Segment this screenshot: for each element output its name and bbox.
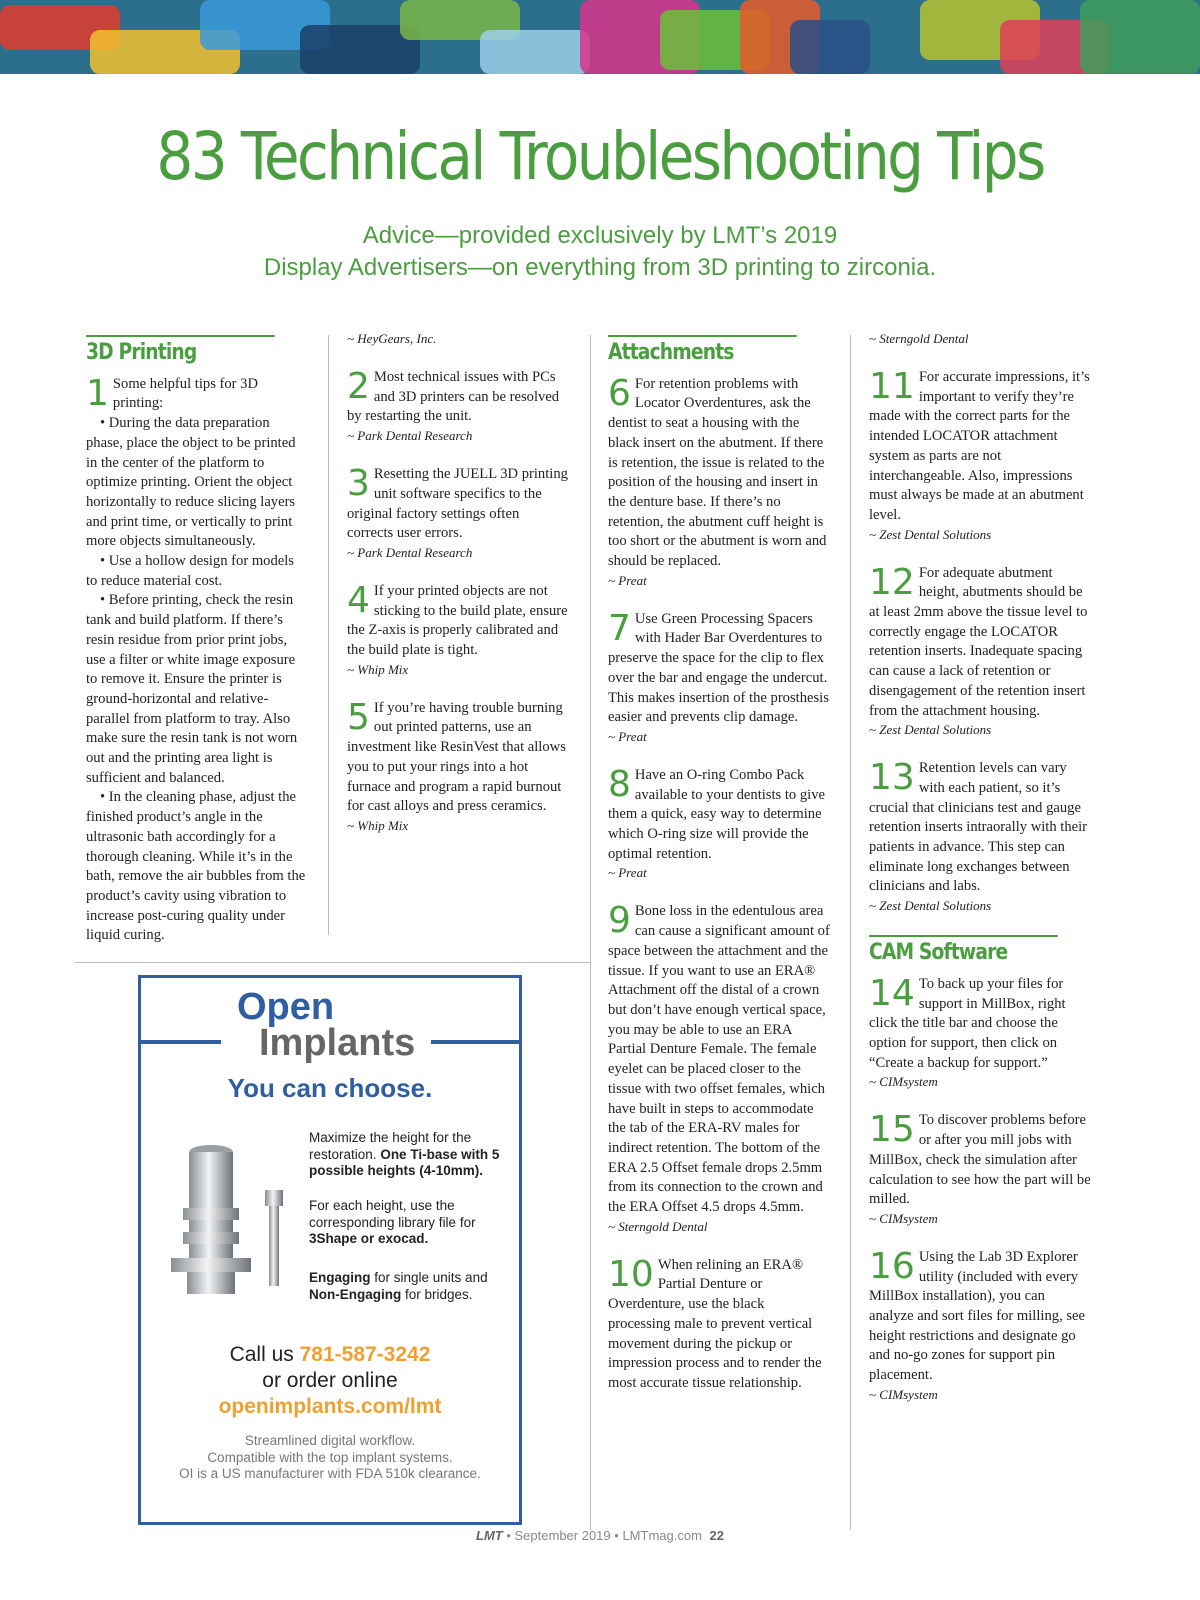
tip-credit: ~ Sterngold Dental [608,1218,708,1234]
subtitle-line-2: Display Advertisers—on everything from 3D printing to zirconia. [263,254,937,281]
ad-divider [75,962,590,963]
footer-site: LMTmag.com [622,1528,702,1543]
tip-credit: ~ CIMsystem [869,1210,938,1226]
tip-number: 4 [347,579,370,621]
footer-brand: LMT [476,1528,503,1543]
ad-paragraph-3 [309,1270,509,1303]
tip-text: For adequate abutment height, abutments should be at least 2mm above the tissue level to correctly engage the LOCATOR retention inserts. Inadequate spacing can cause a lack of retention or disengagement of the retention insert from the attachment housing. [869,564,1088,719]
tip-credit: ~ HeyGears, Inc. [347,331,437,346]
ad-foot-line: Streamlined digital workflow. [244,1433,416,1448]
tip-text: Bone loss in the edentulous area can cause a significant amount of space between the attachment and the tissue. If you want to use an ERA® Attachment off the distal of a crown but don’t have enough vertical space, you may be able to use an ERA Partial Denture Female. The female eyelet can be placed closer to the tissue with two offset females, which have built in steps to accommodate the tab of the ERA-RV males for indirect retention. The bottom of the ERA 2.5 Offset female drops 2.5mm from its connection to the crown and the ERA Offset 4.5 drops 4.5mm. [608,903,830,1216]
tip-8 [608,763,830,883]
column-4 [869,330,1091,1424]
tip-number: 1 [86,372,109,414]
column-2 [347,330,569,855]
tip-1 [86,372,308,946]
tip-number: 2 [347,366,370,407]
ad-text: For each height, use the corresponding library file for [309,1198,476,1230]
tip-number: 9 [608,900,631,942]
tip-4 [347,579,569,679]
tip-text: To back up your files for support in MillBox, right click the title bar and choose the option for support, then click on “Create a backup for support.” [869,975,1066,1071]
ad-text-bold: 3Shape or exocad [309,1231,425,1246]
tip-text: If you’re having trouble burning out printed patterns, use an investment like ResinVest that allows you to put your rings into a hot furnace and program a rapid burnout for cast alloys and press ceramics. [347,699,566,815]
tip-2 [347,368,569,445]
ad-phone-link[interactable]: 781-587-3242 [299,1343,431,1366]
page-subtitle [0,220,1200,284]
column-divider [850,335,851,1530]
tip-12 [869,561,1091,740]
tip-7 [608,607,830,746]
tip-6 [608,372,830,590]
tip-credit: ~ Preat [608,572,647,588]
tip-credit: ~ Preat [608,728,647,744]
column-divider [590,335,591,1530]
page-footer: LMT • September 2019 • LMTmag.com 22 [476,1528,724,1543]
tip-credit: ~ Park Dental Research [347,428,473,444]
tip-text: Retention levels can vary with each patient, so it’s crucial that clinicians test and gauge retention inserts intraorally with their patients in advance. This step can eliminate long exchanges between clinicians and labs. [869,760,1088,895]
section-heading-3d-printing: 3D Printing [86,335,275,363]
ad-text-bold: One Ti-base with 5 possible heights (4-10mm). [309,1146,500,1178]
tip-bullet: • Before printing, check the resin tank and build platform. If there’s resin residue from prior print jobs, use a filter or white image exposure to remove it. Ensure the printer is ground-horizontal and relative-parallel from platform to tray. Also make sure the resin tank is not worn out and the printing area light is sufficient and balanced. [86,592,298,786]
tip-credit: ~ CIMsystem [869,1386,938,1402]
ad-order-label: or order online [262,1369,398,1392]
tip-3 [347,465,569,562]
header-banner [0,0,1200,74]
ad-tagline: You can choose. [227,1073,433,1103]
tip-number: 14 [869,972,915,1014]
tip-bullet: • During the data preparation phase, place the object to be printed in the center of the platform to optimize printing. Orient the object horizontally to reduce slicing layers and print time, or vertically to print more objects simultaneously. [86,415,296,550]
ad-rule-right [431,1040,519,1044]
tip-credit: ~ Sterngold Dental [869,331,969,346]
tip-9 [608,902,830,1235]
ad-url-link[interactable]: openimplants.com/lmt [218,1395,442,1418]
tip-text: For retention problems with Locator Overdentures, ask the dentist to seat a housing with the black insert on the abutment. If there is retention, the issue is related to the position of the housing and insert in the denture base. If there’s no retention, the abutment cuff height is too short or the abutment is worn and should be replaced. [608,375,827,570]
open-implants-ad[interactable] [138,975,522,1525]
section-heading-attachments: Attachments [608,335,797,363]
tip-text: Some helpful tips for 3D printing: [112,375,259,412]
implant-abutment-image [161,1138,301,1308]
footer-page-number: 22 [709,1528,724,1543]
tip-10 [608,1253,830,1394]
tip-11 [869,368,1091,544]
page-title: 83 Technical Troubleshooting Tips [156,118,1044,195]
tip-1-continued [347,330,569,348]
tip-number: 11 [869,366,915,407]
tip-text: For accurate impressions, it’s important to verify they’re made with the correct parts for the intended LOCATOR attachment system as parts are not interchangeable. Also, impressions must always be made at an abutment level. [869,369,1090,523]
ad-logo-implants: Implants [259,1022,416,1064]
footer-issue: September 2019 [514,1528,611,1543]
tip-credit: ~ Zest Dental Solutions [869,526,992,542]
ad-text: for single units and [374,1270,488,1285]
tip-number: 13 [869,757,915,799]
tip-number: 15 [869,1109,915,1151]
tip-credit: ~ Zest Dental Solutions [869,898,992,914]
tip-number: 5 [347,696,370,738]
ad-call-label: Call us [229,1343,294,1366]
tip-text: Using the Lab 3D Explorer utility (included with every MillBox installation), you can analyze and sort files for milling, see height restrictions and designate go and no-go zones for support pin placement. [869,1248,1085,1384]
tip-13 [869,759,1091,915]
tip-number: 12 [869,561,915,603]
tip-number: 3 [347,463,370,505]
ad-paragraph-2: For each height, use the corresponding library file for 3Shape or exocad. [309,1198,476,1246]
ad-foot-line: OI is a US manufacturer with FDA 510k clearance. [179,1466,481,1481]
tip-bullet: • Use a hollow design for models to reduce material cost. [86,553,294,589]
tip-number: 10 [608,1253,654,1295]
ad-paragraph-1 [309,1130,509,1180]
tip-number: 7 [608,607,631,649]
column-divider [328,335,329,935]
column-3 [608,335,830,1414]
tip-text: If your printed objects are not sticking to the build plate, ensure the Z-axis is properly calibrated and the build plate is tight. [347,582,568,659]
tip-credit: ~ Park Dental Research [347,544,473,560]
tip-credit: ~ Whip Mix [347,817,409,833]
tip-number: 6 [608,372,631,414]
tip-10-continued [869,330,1091,348]
ad-text: Maximize the height for the restoration. [309,1130,472,1162]
ad-text-bold: Non-Engaging [309,1286,402,1302]
tip-number: 8 [608,763,631,805]
column-1 [86,335,308,966]
tip-15 [869,1111,1091,1228]
ad-text-bold: Engaging [309,1270,371,1285]
ad-foot-line: Compatible with the top implant systems. [207,1449,453,1465]
ad-footnote [141,1433,519,1483]
tip-number: 16 [869,1245,915,1287]
tip-text: Most technical issues with PCs and 3D printers can be resolved by restarting the unit. [347,369,560,425]
ad-text: for bridges. [405,1286,473,1302]
tip-text: Use Green Processing Spacers with Hader Bar Overdentures to preserve the space for the clip to flex over the bar and engage the undercut. This makes insertion of the prosthesis easier and prevents clip damage. [608,610,829,726]
tip-14 [869,972,1091,1092]
tip-bullet: • In the cleaning phase, adjust the finished product’s angle in the ultrasonic bath accordingly for a thorough cleaning. While it’s in the bath, remove the air bubbles from the product’s cavity using vibration to increase post-curing quality under liquid curing. [86,789,306,944]
tip-text: Resetting the JUELL 3D printing unit software specifics to the original factory settings often corrects user errors. [347,466,568,542]
section-heading-cam-software: CAM Software [869,935,1058,963]
subtitle-line-1: Advice—provided exclusively by LMT’s 2019 [362,222,838,249]
tip-5 [347,696,569,835]
tip-text: To discover problems before or after you mill jobs with MillBox, check the simulation after calculation to see how the part will be milled. [869,1112,1091,1208]
tip-credit: ~ Zest Dental Solutions [869,722,992,738]
tip-text: When relining an ERA® Partial Denture or Overdenture, use the black processing male to prevent vertical movement during the pickup or impression process and to render the most accurate tissue relationship. [608,1256,822,1391]
tip-text: Have an O-ring Combo Pack available to your dentists to give them a quick, easy way to determine which O-ring size will provide the optimal retention. [608,766,825,862]
ad-logo-open: Open [237,986,335,1028]
tip-credit: ~ Whip Mix [347,661,409,677]
ad-call-line [141,1343,519,1367]
tip-credit: ~ Preat [608,865,647,881]
ad-rule-left [141,1040,221,1044]
tip-credit: ~ CIMsystem [869,1074,938,1090]
tip-16 [869,1245,1091,1404]
